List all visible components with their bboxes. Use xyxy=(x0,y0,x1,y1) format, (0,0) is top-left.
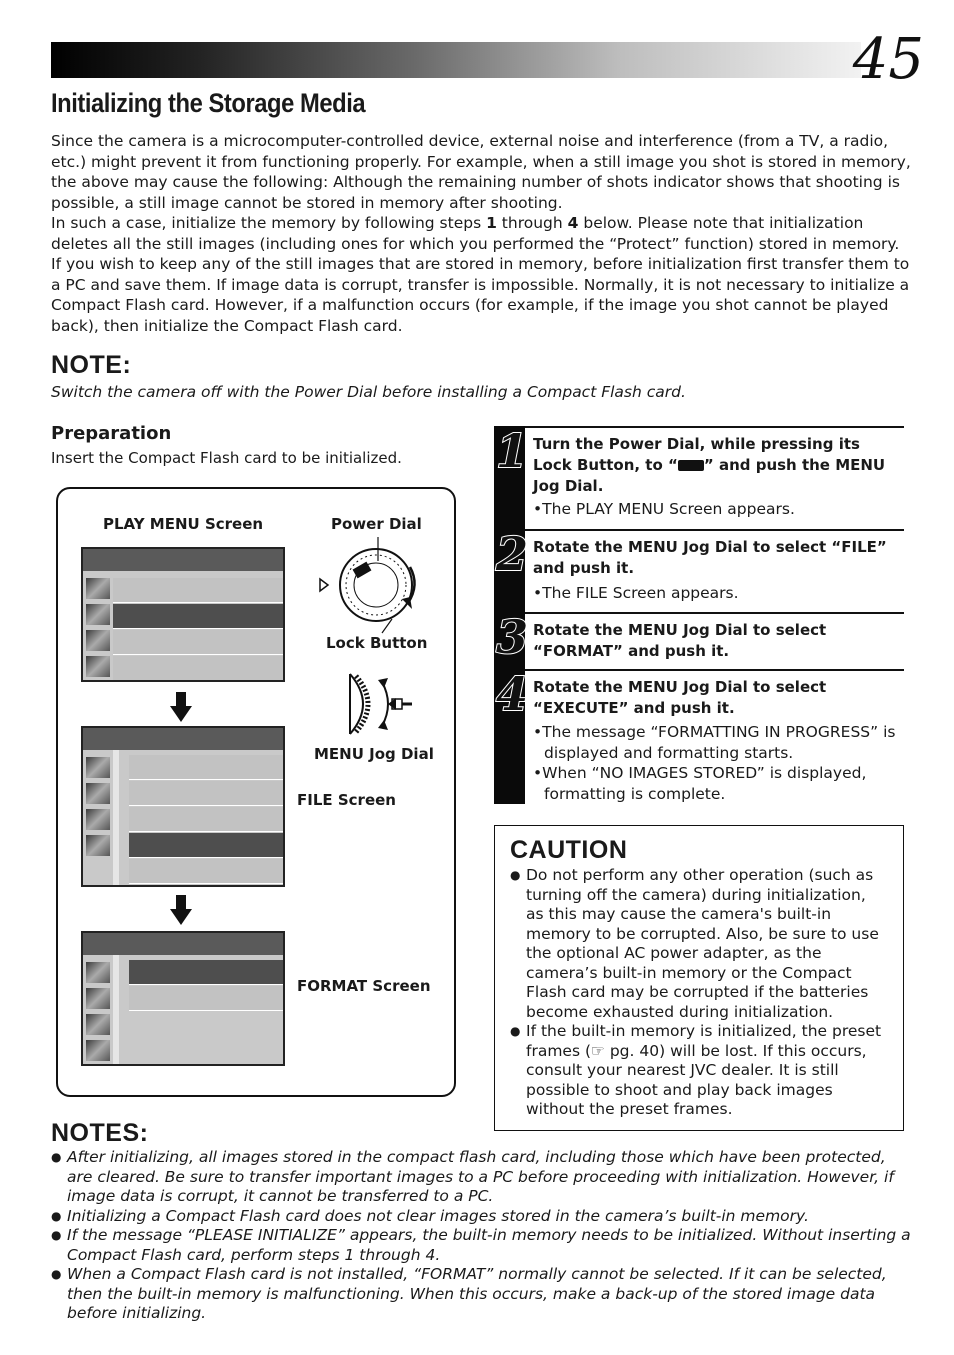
protect-icon xyxy=(86,809,110,830)
page-title: Initializing the Storage Media xyxy=(51,88,366,118)
format-screen-label: FORMAT Screen xyxy=(297,977,431,995)
down-arrow-icon xyxy=(170,895,192,925)
step-4-result-2: •When “NO IMAGES STORED” is displayed, formatting is complete. xyxy=(533,764,867,803)
picture-icon xyxy=(86,757,110,778)
step-2 xyxy=(494,529,904,613)
notes-item: ● If the message “PLEASE INITIALIZE” appears, the built-in memory needs to be initialized. Without inserting a Compact Flash card, perform steps 1 through 4. xyxy=(51,1226,911,1265)
step-number: 4 xyxy=(496,667,529,721)
menu-jog-dial-icon xyxy=(336,668,416,740)
notes-list xyxy=(51,1148,911,1324)
caution-box xyxy=(494,825,904,1131)
file-icon xyxy=(86,988,110,1009)
file-screen xyxy=(81,726,285,887)
return-icon xyxy=(86,1040,110,1061)
return-icon xyxy=(86,835,110,856)
notes-item: ● When a Compact Flash card is not installed, “FORMAT” normally cannot be selected. If it can be selected, then the built-in memory is malfunctioning. When this occurs, make a back-up of the stored image data before initializing. xyxy=(51,1265,911,1324)
caution-item: ● If the built-in memory is initialized, the preset frames (☞ pg. 40) will be lost. If this occurs, consult your nearest JVC dealer. It is still possible to shoot and play back images without the preset frames. xyxy=(510,1022,885,1120)
notes-heading: NOTES: xyxy=(51,1119,149,1147)
preparation-heading: Preparation xyxy=(51,423,172,444)
intro-text xyxy=(51,131,911,336)
picture-icon xyxy=(86,962,110,983)
step-1 xyxy=(494,426,904,530)
format-screen xyxy=(81,931,285,1066)
step-2-result: •The FILE Screen appears. xyxy=(533,584,739,602)
menu-jog-dial-label: MENU Jog Dial xyxy=(314,745,434,763)
step-3 xyxy=(494,612,904,670)
return-icon xyxy=(86,656,110,677)
step-number: 1 xyxy=(496,424,529,478)
step-1-result: •The PLAY MENU Screen appears. xyxy=(533,500,795,518)
play-menu-screen xyxy=(81,547,285,682)
header-bar xyxy=(51,42,861,78)
caution-heading: CAUTION xyxy=(510,836,628,864)
play-menu-screen-label: PLAY MENU Screen xyxy=(103,515,264,533)
power-dial-label: Power Dial xyxy=(331,515,422,533)
lock-button-label: Lock Button xyxy=(326,634,428,652)
step-4-result-1: •The message “FORMATTING IN PROGRESS” is displayed and formatting starts. xyxy=(533,723,896,762)
protect-icon xyxy=(86,1014,110,1035)
picture-icon xyxy=(86,578,110,599)
play-mode-icon xyxy=(678,460,704,471)
file-icon xyxy=(86,783,110,804)
step-4 xyxy=(494,669,904,804)
intro-paragraph-2: In such a case, initialize the memory by following steps 1 through 4 below. Please note that initialization deletes all the still images (including ones for which you performed the “Protect” function) stored in memory. If you wish to keep any of the still images that are stored in memory, before initialization first transfer them to a PC and save them. If image data is corrupt, transfer is impossible. Normally, it is not necessary to initialize a Compact Flash card. However, if a malfunction occurs (for example, if the image you shot cannot be played back), then initialize the Compact Flash card. xyxy=(51,214,910,335)
step-1-instruction: Turn the Power Dial, while pressing its Lock Button, to “ ” and push the MENU Jog Dial. xyxy=(533,435,886,495)
preparation-text: Insert the Compact Flash card to be initialized. xyxy=(51,449,402,467)
power-dial-icon xyxy=(312,535,424,635)
notes-item: ● Initializing a Compact Flash card does not clear images stored in the camera’s built-in memory. xyxy=(51,1207,911,1227)
step-4-instruction: Rotate the MENU Jog Dial to select “EXECUTE” and push it. xyxy=(533,678,827,717)
down-arrow-icon xyxy=(170,692,192,722)
intro-paragraph-1: Since the camera is a microcomputer-controlled device, external noise and interference (from a TV, a radio, etc.) might prevent it from functioning properly. For example, when a still image you shot is stored in memory, the above may cause the following: Although the remaining number of shots indicator shows that shooting is possible, a still image cannot be stored in memory after shooting. xyxy=(51,132,911,212)
step-number: 3 xyxy=(496,610,529,664)
page-number: 45 xyxy=(852,27,924,92)
notes-item: ● After initializing, all images stored in the compact flash card, including those which have been protected, are cleared. Be sure to transfer important images to a PC before proceeding with initialization. However, if image data is corrupt, it cannot be transferred to a PC. xyxy=(51,1148,911,1207)
caution-item: ● Do not perform any other operation (such as turning off the camera) during initialization, as this may cause the camera's built-in memory to be corrupted. Also, be sure to use the optional AC power adapter, as the camera’s built-in memory or the Compact Flash card may be corrupted if the batteries become exhausted during initialization. xyxy=(510,866,885,1022)
file-screen-label: FILE Screen xyxy=(297,791,396,809)
note-text: Switch the camera off with the Power Dial before installing a Compact Flash card. xyxy=(51,383,686,401)
step-3-instruction: Rotate the MENU Jog Dial to select “FORMAT” and push it. xyxy=(533,621,827,660)
step-2-instruction: Rotate the MENU Jog Dial to select “FILE” and push it. xyxy=(533,538,887,577)
protect-icon xyxy=(86,630,110,651)
caution-list xyxy=(510,866,885,1120)
note-heading: NOTE: xyxy=(51,351,132,379)
file-icon xyxy=(86,604,110,625)
step-number: 2 xyxy=(496,527,529,581)
